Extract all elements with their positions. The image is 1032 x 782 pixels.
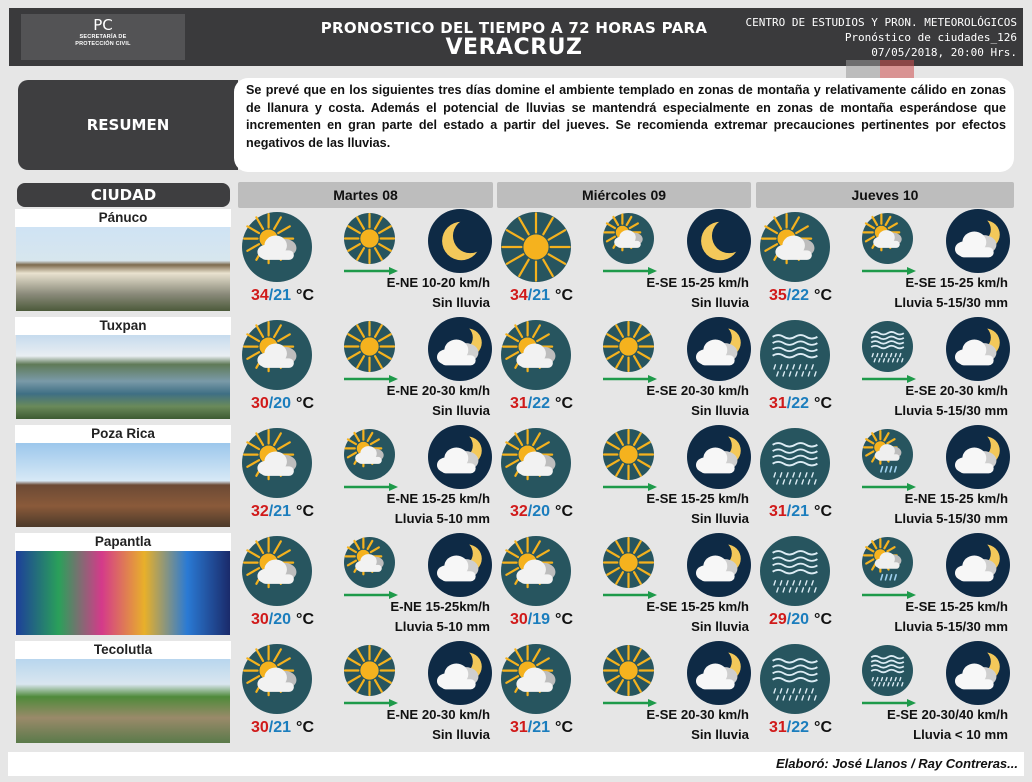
wind-text: E-NE 20-30 km/h [386,383,490,398]
footer [8,752,1024,776]
temp-unit: °C [296,719,314,736]
city-photo [16,227,230,311]
moon-cloud-icon [428,317,492,381]
temp-max: 35 [769,287,787,304]
sun-icon [603,645,654,696]
temperature: 31/21 °C [510,719,573,736]
moon-cloud-icon [946,533,1010,597]
city-1 [15,317,231,419]
temp-max: 31 [510,719,528,736]
temp-min: 19 [532,611,551,628]
sun-icon [501,212,571,282]
city-0 [15,209,231,311]
temperature: 30/20 °C [251,611,314,628]
temp-unit: °C [814,719,832,736]
forecast-cell [497,317,753,419]
wind-arrow-icon [603,375,657,383]
forecast-cell [238,317,494,419]
rain-text: Lluvia 5-15/30 mm [894,403,1008,418]
temperature: 34/21 °C [251,287,314,304]
moon-cloud-icon [687,317,751,381]
temp-min: 21 [273,719,292,736]
wind-arrow-icon [344,591,398,599]
sun-cloud-icon [501,320,571,390]
temp-max: 29 [769,611,787,628]
forecast-cell [238,641,494,743]
temp-min: 20 [273,611,292,628]
temp-min: 21 [273,287,292,304]
rain-text: Lluvia 5-10 mm [394,619,490,634]
title-line2: VERACRUZ [445,35,583,60]
moon-cloud-icon [428,425,492,489]
wind-text: E-NE 10-20 km/h [386,275,490,290]
temp-unit: °C [814,395,832,412]
city-photo [16,335,230,419]
rain-text: Sin lluvia [691,727,749,742]
day-header-2: Jueves 10 [756,182,1014,208]
rain-text: Lluvia 5-15/30 mm [894,511,1008,526]
temp-min: 21 [532,719,551,736]
temperature: 34/21 °C [510,287,573,304]
footer-credit: Elaboró: José Llanos / Ray Contreras... [775,756,1018,771]
rain-icon [862,645,913,696]
city-photo [16,551,230,635]
moon-cloud-icon [946,317,1010,381]
temp-min: 20 [273,395,292,412]
moon-cloud-icon [946,641,1010,705]
temp-unit: °C [555,503,573,520]
wind-text: E-SE 20-30 km/h [905,383,1008,398]
wind-text: E-NE 15-25 km/h [386,491,490,506]
temperature: 30/20 °C [251,395,314,412]
temp-min: 20 [791,611,810,628]
temp-unit: °C [296,287,314,304]
temp-min: 21 [791,503,810,520]
rain-text: Sin lluvia [691,295,749,310]
day-header-0: Martes 08 [238,182,493,208]
wind-arrow-icon [862,375,916,383]
city-name: Tuxpan [15,317,231,335]
temp-max: 30 [251,395,269,412]
rain-text: Lluvia 5-10 mm [394,511,490,526]
wind-text: E-SE 15-25 km/h [646,275,749,290]
sun-cloud-icon [862,213,913,264]
city-photo [16,659,230,743]
temp-max: 34 [510,287,528,304]
wind-arrow-icon [862,483,916,491]
rain-text: Lluvia 5-15/30 mm [894,619,1008,634]
wind-arrow-icon [344,699,398,707]
wind-arrow-icon [344,483,398,491]
wind-text: E-NE 15-25 km/h [904,491,1008,506]
temp-min: 21 [532,287,551,304]
temperature: 35/22 °C [769,287,832,304]
forecast-cell [497,533,753,635]
wind-text: E-SE 20-30 km/h [646,707,749,722]
forecast-cell [756,209,1012,311]
rain-text: Sin lluvia [432,403,490,418]
temperature: 31/22 °C [769,719,832,736]
temp-unit: °C [814,611,832,628]
temp-unit: °C [555,719,573,736]
temperature: 30/19 °C [510,611,573,628]
sun-cloud-icon [242,320,312,390]
rain-icon [862,321,913,372]
temp-unit: °C [296,395,314,412]
city-name: Papantla [15,533,231,551]
day-header-1: Miércoles 09 [497,182,751,208]
moon-icon [687,209,751,273]
temp-unit: °C [555,395,573,412]
forecast-cell [756,425,1012,527]
rain-text: Lluvia < 10 mm [913,727,1008,742]
wind-text: E-SE 15-25 km/h [905,275,1008,290]
wind-text: E-SE 20-30 km/h [646,383,749,398]
temp-unit: °C [296,503,314,520]
wind-text: E-SE 15-25 km/h [905,599,1008,614]
temp-min: 20 [532,503,551,520]
resumen-label: RESUMEN [18,80,238,170]
city-name: Tecolutla [15,641,231,659]
sun-cloud-icon [501,428,571,498]
logo-main: PC [93,16,113,34]
rain-text: Sin lluvia [691,511,749,526]
forecast-cell [238,209,494,311]
temperature: 29/20 °C [769,611,832,628]
temp-max: 32 [251,503,269,520]
logo-sub1: SECRETARÍA DE [79,34,127,40]
moon-cloud-icon [428,641,492,705]
rain-icon [760,320,830,390]
temperature: 30/21 °C [251,719,314,736]
city-2 [15,425,231,527]
wind-arrow-icon [603,699,657,707]
temp-max: 32 [510,503,528,520]
city-name: Poza Rica [15,425,231,443]
wind-arrow-icon [344,267,398,275]
temp-max: 30 [251,719,269,736]
rain-icon [760,644,830,714]
temp-unit: °C [555,287,573,304]
rain-text: Sin lluvia [691,619,749,634]
sun-icon [603,321,654,372]
sun-icon [344,321,395,372]
header-meta [717,15,1017,60]
moon-cloud-icon [946,209,1010,273]
temperature: 32/21 °C [251,503,314,520]
forecast-cell [756,317,1012,419]
rain-icon [760,428,830,498]
moon-cloud-icon [946,425,1010,489]
temp-unit: °C [814,503,832,520]
city-3 [15,533,231,635]
temperature: 31/22 °C [769,395,832,412]
forecast-cell [756,641,1012,743]
sun-cloud-icon [760,212,830,282]
temperature: 31/21 °C [769,503,832,520]
resumen-text: Se prevé que en los siguientes tres días domine el ambiente templado en zonas de montaña y relativamente cálido en zonas de llanura y costa. Además el potencial de lluvias se mantendrá especialmente en zonas de montaña esperándose que incrementen en gran parte del estado a partir del jueves. Se recomienda extremar precauciones pertinentes por efectos negativos de las lluvias. [234,78,1014,172]
meta-line1: CENTRO DE ESTUDIOS Y PRON. METEOROLÓGICOS [745,16,1017,29]
rain-text: Sin lluvia [691,403,749,418]
moon-cloud-icon [687,425,751,489]
moon-cloud-icon [687,641,751,705]
temperature: 32/20 °C [510,503,573,520]
moon-cloud-icon [687,533,751,597]
temp-max: 31 [769,395,787,412]
moon-icon [428,209,492,273]
wind-arrow-icon [603,483,657,491]
wind-arrow-icon [603,591,657,599]
sun-icon [603,429,654,480]
temp-max: 30 [510,611,528,628]
temp-min: 21 [273,503,292,520]
sun-cloud-icon [242,536,312,606]
logo-sub2: PROTECCIÓN CIVIL [75,41,131,47]
meta-line3: 07/05/2018, 20:00 Hrs. [871,46,1017,59]
sun-rain-icon [862,429,913,480]
city-photo [16,443,230,527]
sun-rain-icon [862,537,913,588]
temp-max: 31 [510,395,528,412]
city-4 [15,641,231,743]
temp-min: 22 [791,719,810,736]
wind-arrow-icon [862,591,916,599]
wind-arrow-icon [862,699,916,707]
sun-cloud-icon [242,428,312,498]
ciudad-header: CIUDAD [17,183,230,207]
sun-cloud-icon [242,644,312,714]
temp-min: 22 [791,395,810,412]
sun-icon [344,645,395,696]
forecast-cell [238,425,494,527]
wind-text: E-SE 15-25 km/h [646,599,749,614]
temp-min: 22 [791,287,810,304]
meta-line2: Pronóstico de ciudades_126 [844,31,1017,44]
wind-arrow-icon [862,267,916,275]
sun-cloud-icon [603,213,654,264]
rain-text: Lluvia 5-15/30 mm [894,295,1008,310]
wind-text: E-NE 15-25km/h [390,599,490,614]
wind-text: E-NE 20-30 km/h [386,707,490,722]
temp-max: 34 [251,287,269,304]
title-line1: PRONOSTICO DEL TIEMPO A 72 HORAS PARA [320,19,708,37]
sun-cloud-icon [344,429,395,480]
forecast-cell [497,209,753,311]
temp-max: 30 [251,611,269,628]
forecast-cell [497,425,753,527]
sun-cloud-icon [501,536,571,606]
temp-min: 22 [532,395,551,412]
forecast-cell [497,641,753,743]
wind-text: E-SE 15-25 km/h [646,491,749,506]
wind-text: E-SE 20-30/40 km/h [887,707,1008,722]
wind-arrow-icon [344,375,398,383]
temp-unit: °C [555,611,573,628]
forecast-cell [238,533,494,635]
moon-cloud-icon [428,533,492,597]
sun-cloud-icon [344,537,395,588]
sun-icon [344,213,395,264]
city-name: Pánuco [15,209,231,227]
wind-arrow-icon [603,267,657,275]
header-bar [9,8,1023,66]
forecast-cell [756,533,1012,635]
temp-max: 31 [769,719,787,736]
sun-icon [603,537,654,588]
sun-cloud-icon [242,212,312,282]
rain-icon [760,536,830,606]
sun-cloud-icon [501,644,571,714]
temp-unit: °C [296,611,314,628]
rain-text: Sin lluvia [432,295,490,310]
temperature: 31/22 °C [510,395,573,412]
temp-unit: °C [814,287,832,304]
pc-logo [21,14,185,60]
temp-max: 31 [769,503,787,520]
rain-text: Sin lluvia [432,727,490,742]
